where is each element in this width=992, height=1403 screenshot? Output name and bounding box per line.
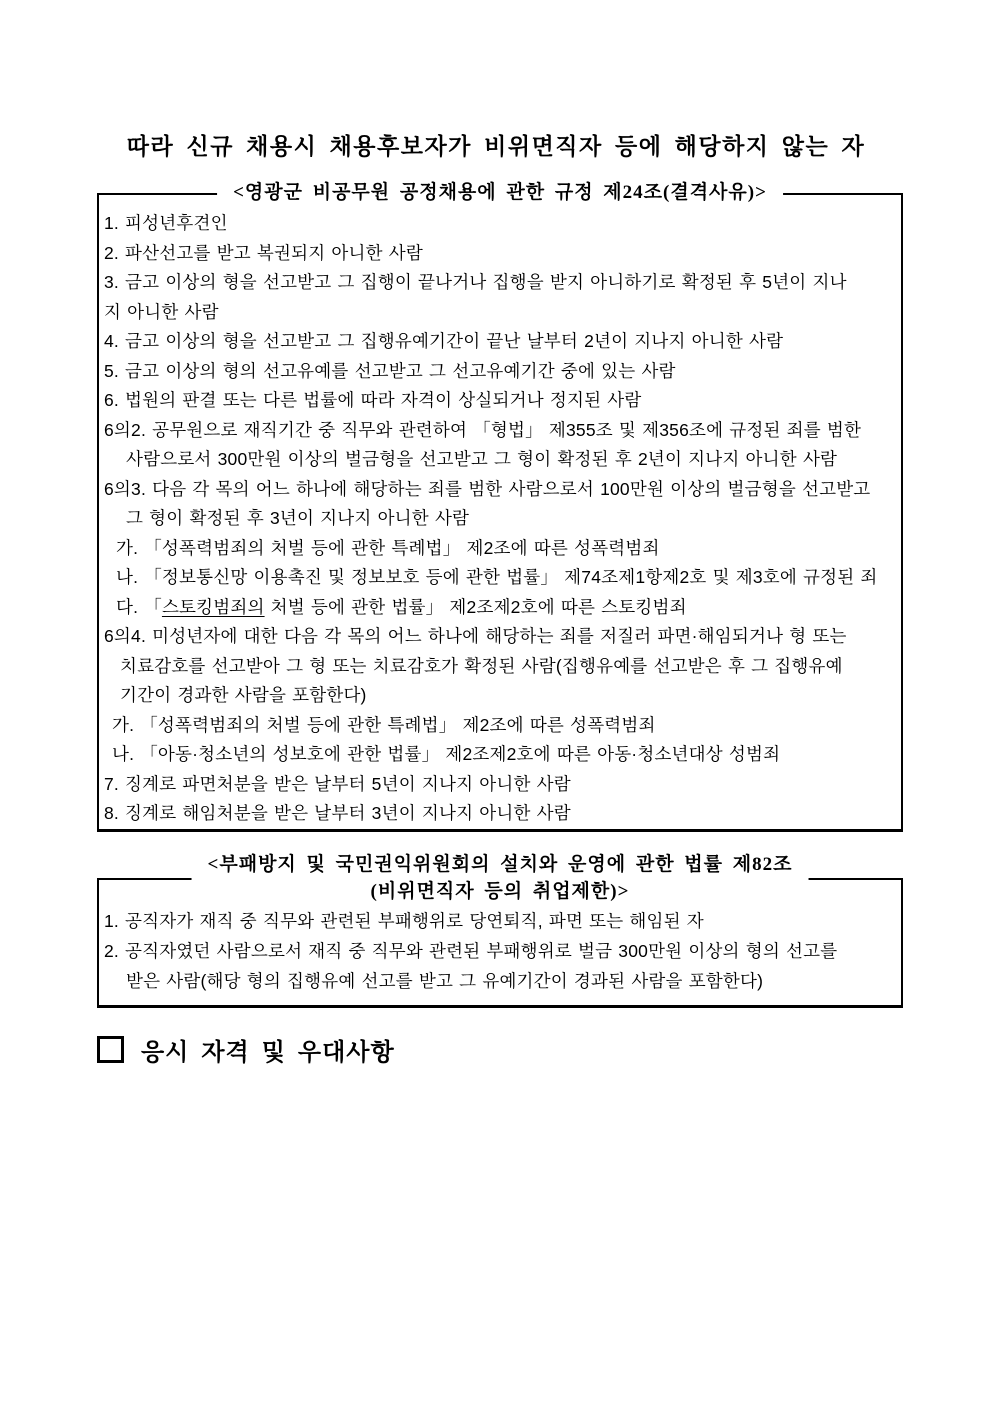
- text-line: 1. 공직자가 재직 중 직무와 관련된 부패행위로 당연퇴직, 파면 또는 해임된 자: [104, 911, 704, 931]
- text-line: 6의2. 공무원으로 재직기간 중 직무와 관련하여 「형법」 제355조 및 제356조에 규정된 죄를 범한: [104, 419, 862, 440]
- text-line: 2. 공직자였던 사람으로서 재직 중 직무와 관련된 부패행위로 벌금 300만원 이상의 형의 선고를: [104, 941, 838, 961]
- text-line: 8. 징계로 해임처분을 받은 날부터 3년이 지나지 아니한 사람: [104, 803, 571, 823]
- text-line: 6의4. 미성년자에 대한 다음 각 목의 어느 하나에 해당하는 죄를 저질러 파면·해임되거나 형 또는: [104, 626, 847, 646]
- text-line: 기간이 경과한 사람을 포함한다): [120, 685, 367, 705]
- text-segment: 처벌 등에 관한 법률」 제2조제2호에 따른 스토킹범죄: [264, 596, 687, 617]
- box2-title: [192, 851, 809, 905]
- disqualification-regulation-box: [97, 182, 903, 832]
- section-heading: [97, 1032, 395, 1067]
- text-line: 사람으로서 300만원 이상의 벌금형을 선고받고 그 형이 확정된 후 2년이 지나지 아니한 사람: [126, 449, 838, 469]
- text-line: 7. 징계로 파면처분을 받은 날부터 5년이 지나지 아니한 사람: [104, 773, 571, 794]
- text-line: 나. 「아동·청소년의 성보호에 관한 법률」 제2조제2호에 따른 아동·청소년대상 성범죄: [112, 744, 781, 764]
- employment-restriction-box: [97, 854, 903, 1008]
- box2-title-line2: (비위면직자 등의 취업제한)>: [370, 881, 630, 902]
- text-line: 6의3. 다음 각 목의 어느 하나에 해당하는 죄를 범한 사람으로서 100만원 이상의 벌금형을 선고받고: [104, 478, 871, 499]
- text-line: 가. 「성폭력범죄의 처벌 등에 관한 특례법」 제2조에 따른 성폭력범죄: [116, 537, 660, 558]
- text-line: 2. 파산선고를 받고 복권되지 아니한 사람: [104, 242, 423, 263]
- text-line: 가. 「성폭력범죄의 처벌 등에 관한 특례법」 제2조에 따른 성폭력범죄: [112, 714, 656, 735]
- text-line: 치료감호를 선고받아 그 형 또는 치료감호가 확정된 사람(집행유예를 선고받은 후 그 집행유예: [120, 655, 843, 676]
- text-line: [104, 593, 898, 623]
- text-line: 그 형이 확정된 후 3년이 지나지 아니한 사람: [126, 508, 470, 528]
- text-segment: 다. 「: [116, 596, 162, 617]
- text-line: 1. 피성년후견인: [104, 213, 228, 233]
- text-line: 6. 법원의 판결 또는 다른 법률에 따라 자격이 상실되거나 정지된 사람: [104, 390, 642, 410]
- intro-line: 따라 신규 채용시 채용후보자가 비위면직자 등에 해당하지 않는 자: [126, 134, 866, 159]
- text-line: 나. 「정보통신망 이용촉진 및 정보보호 등에 관한 법률」 제74조제1항제2호 및 제3호에 규정된 죄: [116, 567, 878, 587]
- empty-checkbox-icon: [97, 1036, 124, 1063]
- text-line: 5. 금고 이상의 형의 선고유예를 선고받고 그 선고유예기간 중에 있는 사람: [104, 360, 676, 381]
- text-line: 받은 사람(해당 형의 집행유예 선고를 받고 그 유예기간이 경과된 사람을 포함한다): [126, 971, 764, 991]
- text-line: 지 아니한 사람: [104, 301, 219, 322]
- underlined-law-name: 스토킹범죄의: [161, 596, 265, 617]
- box1-title: <영광군 비공무원 공정채용에 관한 규정 제24조(결격사유)>: [217, 180, 783, 206]
- section-heading-label: 응시 자격 및 우대사항: [141, 1040, 395, 1066]
- text-line: 4. 금고 이상의 형을 선고받고 그 집행유예기간이 끝난 날부터 2년이 지나지 아니한 사람: [104, 331, 784, 351]
- text-line: 3. 금고 이상의 형을 선고받고 그 집행이 끝나거나 집행을 받지 아니하기로 확정된 후 5년이 지나: [104, 272, 847, 292]
- box1-body: [99, 195, 901, 829]
- box2-title-line1: <부패방지 및 국민권익위원회의 설치와 운영에 관한 법률 제82조: [207, 854, 793, 875]
